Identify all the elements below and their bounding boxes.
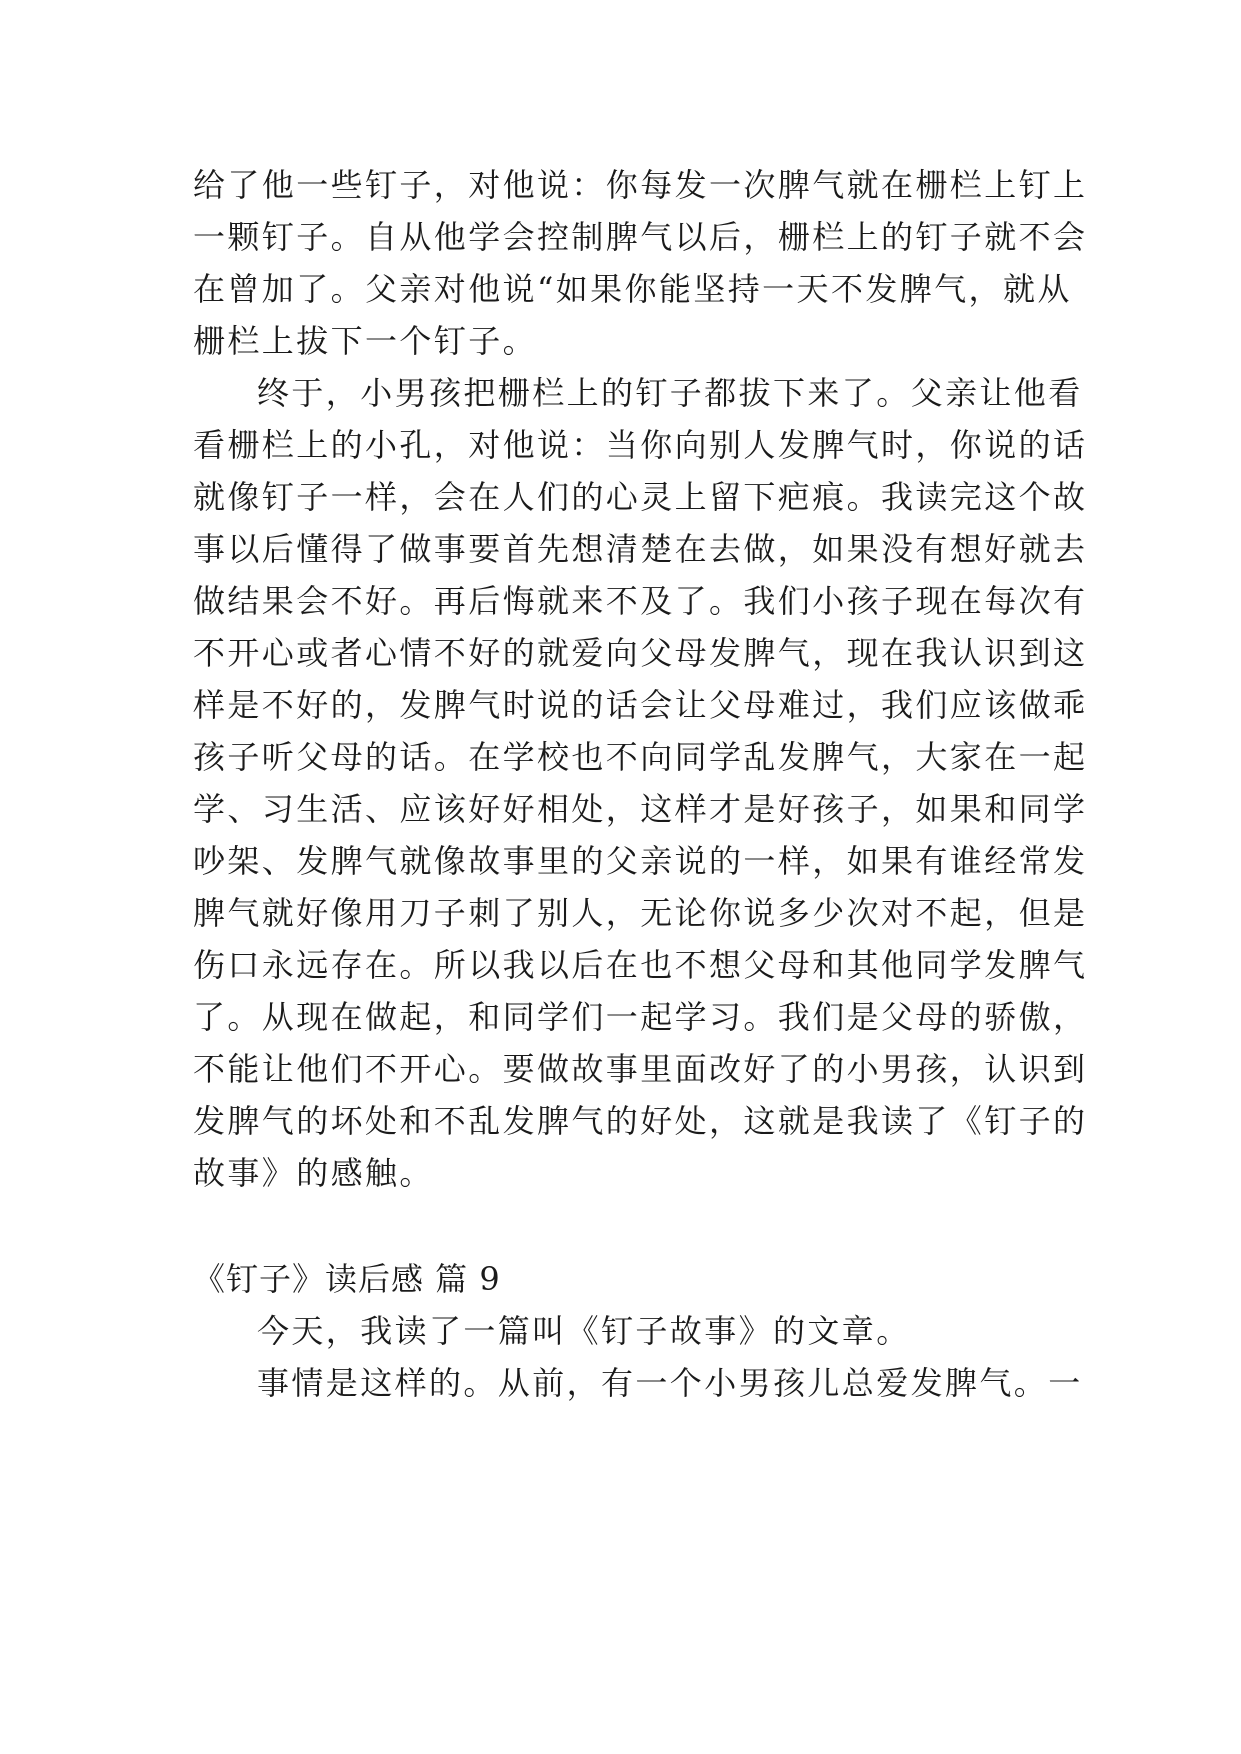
paragraph-first-line: 终于，小男孩把栅栏上的钉子都拔下来了。父亲让他看 xyxy=(257,374,1083,412)
text-line: 做结果会不好。再后悔就来不及了。我们小孩子现在每次有 xyxy=(193,582,1088,620)
text-line: 学、习生活、应该好好相处，这样才是好孩子，如果和同学 xyxy=(193,790,1088,828)
text-line: 孩子听父母的话。在学校也不向同学乱发脾气，大家在一起 xyxy=(193,738,1088,776)
section-heading: 《钉子》读后感 篇 9 xyxy=(193,1260,501,1298)
text-line: 事以后懂得了做事要首先想清楚在去做，如果没有想好就去 xyxy=(193,530,1088,568)
text-line: 脾气就好像用刀子刺了别人，无论你说多少次对不起，但是 xyxy=(193,894,1088,932)
text-line: 发脾气的坏处和不乱发脾气的好处，这就是我读了《钉子的 xyxy=(193,1102,1088,1140)
text-line: 一颗钉子。自从他学会控制脾气以后，栅栏上的钉子就不会 xyxy=(193,218,1088,256)
text-line: 不能让他们不开心。要做故事里面改好了的小男孩，认识到 xyxy=(193,1050,1088,1088)
text-line: 就像钉子一样，会在人们的心灵上留下疤痕。我读完这个故 xyxy=(193,478,1088,516)
text-line: 看栅栏上的小孔，对他说：当你向别人发脾气时，你说的话 xyxy=(193,426,1088,464)
text-line: 栅栏上拔下一个钉子。 xyxy=(193,322,538,360)
paragraph-first-line: 今天，我读了一篇叫《钉子故事》的文章。 xyxy=(257,1312,911,1350)
text-line: 给了他一些钉子，对他说：你每发一次脾气就在栅栏上钉上 xyxy=(193,166,1088,204)
text-line: 吵架、发脾气就像故事里的父亲说的一样，如果有谁经常发 xyxy=(193,842,1088,880)
text-line: 故事》的感触。 xyxy=(193,1154,434,1192)
text-line: 在曾加了。父亲对他说“如果你能坚持一天不发脾气，就从 xyxy=(193,270,1072,308)
text-line: 不开心或者心情不好的就爱向父母发脾气，现在我认识到这 xyxy=(193,634,1088,672)
text-line: 伤口永远存在。所以我以后在也不想父母和其他同学发脾气 xyxy=(193,946,1088,984)
text-line: 样是不好的，发脾气时说的话会让父母难过，我们应该做乖 xyxy=(193,686,1088,724)
paragraph-first-line: 事情是这样的。从前，有一个小男孩儿总爱发脾气。一 xyxy=(257,1364,1083,1402)
text-line: 了。从现在做起，和同学们一起学习。我们是父母的骄傲， xyxy=(193,998,1088,1036)
